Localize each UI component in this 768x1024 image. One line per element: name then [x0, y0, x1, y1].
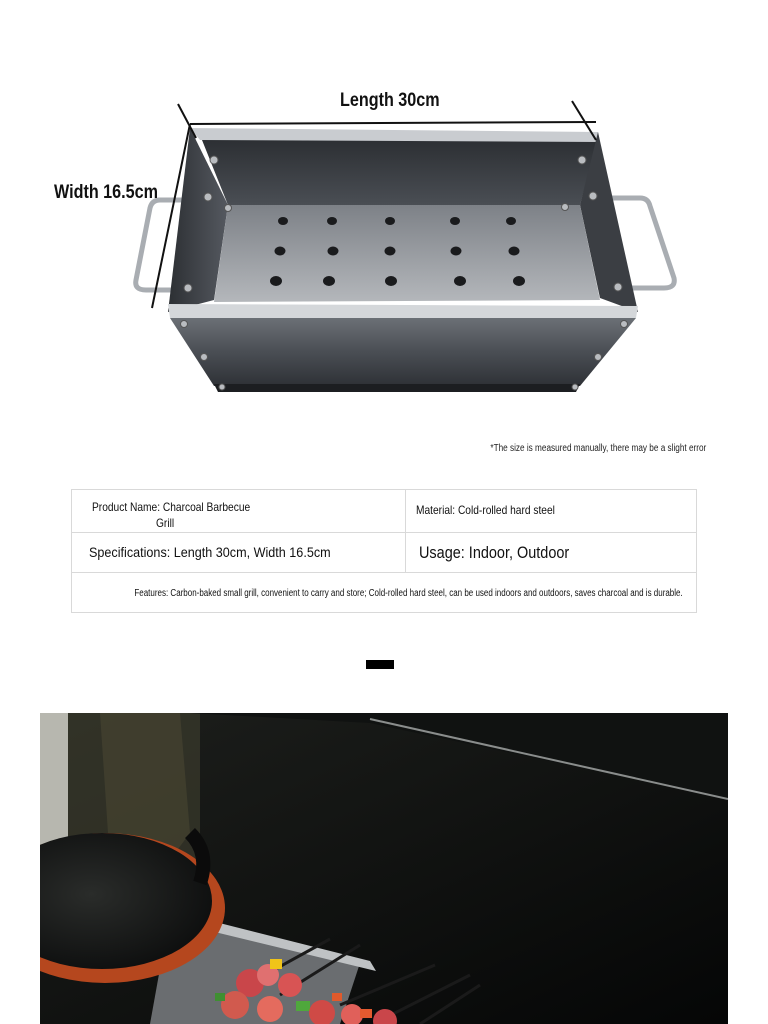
- product-image-section: [0, 0, 768, 420]
- lifestyle-photo: [40, 713, 728, 1024]
- section-separator: [366, 660, 394, 669]
- cell-divider: [405, 533, 406, 572]
- spec-row-features: [72, 573, 696, 612]
- grilling-scene-image: [40, 713, 728, 1024]
- product-name-text-continued: Grill: [156, 516, 175, 530]
- usage-text: Usage: Indoor, Outdoor: [419, 543, 570, 562]
- spec-table: [71, 489, 697, 613]
- measurement-disclaimer: *The size is measured manually, there may be a slight error: [490, 443, 706, 454]
- grill-illustration: [0, 0, 768, 420]
- features-text: Features: Carbon-baked small grill, convenient to carry and store; Cold-rolled hard steel, can be used indoors and outdoors, saves charcoal and is durable.: [134, 588, 683, 599]
- material-text: Material: Cold-rolled hard steel: [416, 503, 555, 517]
- spec-row-specs-usage: [72, 533, 696, 573]
- spec-row-name-material: [72, 490, 696, 533]
- product-name-text: Product Name: Charcoal Barbecue: [92, 500, 251, 514]
- length-label: Length 30cm: [340, 90, 440, 111]
- specifications-text: Specifications: Length 30cm, Width 16.5cm: [89, 544, 331, 560]
- width-label: Width 16.5cm: [54, 182, 158, 203]
- cell-divider: [405, 490, 406, 532]
